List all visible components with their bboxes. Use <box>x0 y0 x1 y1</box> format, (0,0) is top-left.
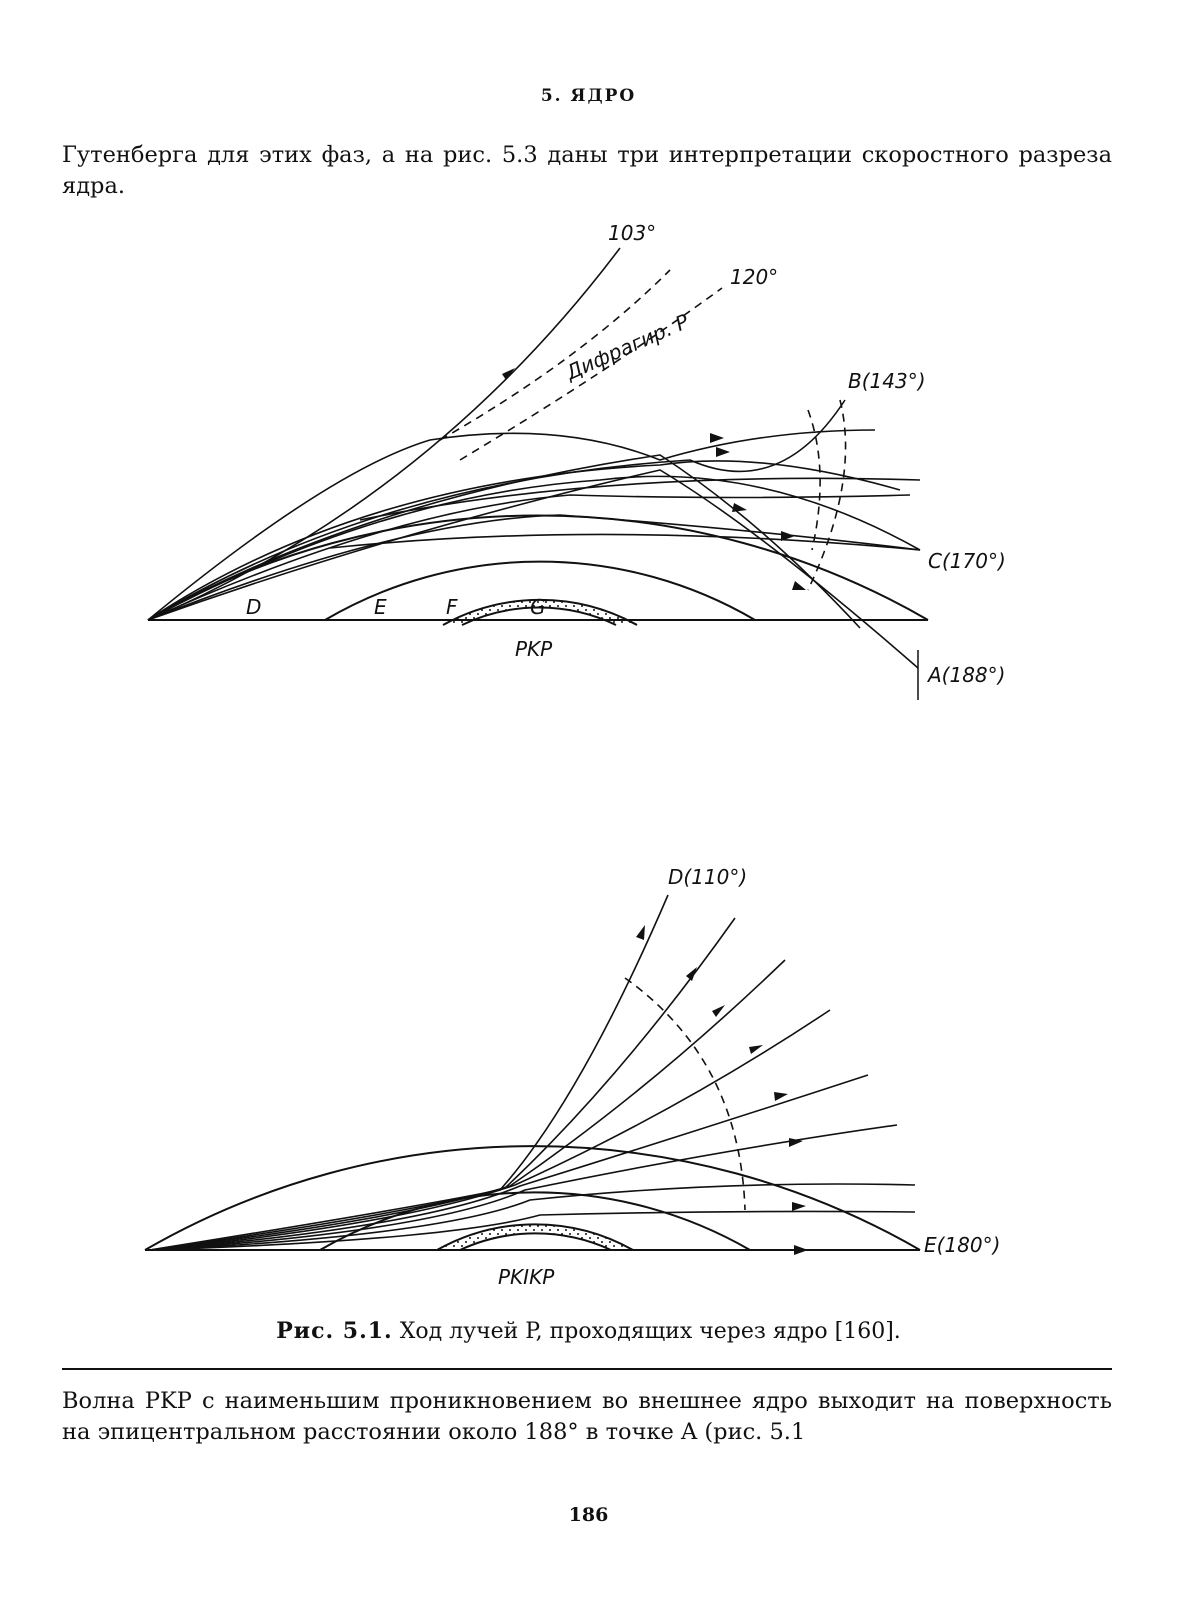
region-f: F <box>446 595 458 619</box>
region-e: E <box>374 595 387 619</box>
separator-rule <box>62 1368 1112 1370</box>
caption-label: Рис. 5.1. <box>276 1318 393 1344</box>
ray-pkikp-5 <box>150 1075 868 1250</box>
label-120: 120° <box>730 265 779 289</box>
region-g: G <box>530 595 546 619</box>
running-header: 5. ЯДРО <box>540 86 637 106</box>
caption-text: Ход лучей P, проходящих через ядро [160]. <box>399 1319 901 1344</box>
label-d110: D(110°) <box>668 865 748 889</box>
region-d: D <box>246 595 262 619</box>
label-b: B(143°) <box>848 369 926 393</box>
label-c: C(170°) <box>928 549 1006 573</box>
label-e180: E(180°) <box>924 1233 1001 1257</box>
arrow-6 <box>792 581 806 590</box>
arrow-b4 <box>749 1045 763 1054</box>
caustic-dashed-3 <box>625 978 745 1210</box>
figure-caption <box>0 1318 1177 1344</box>
label-pkikp: PKIKP <box>498 1265 555 1289</box>
arrow-b5 <box>774 1092 788 1101</box>
arrow-3 <box>716 447 730 457</box>
ray-pkikp-4 <box>150 1010 830 1250</box>
ray-pkp-10 <box>330 534 920 550</box>
label-a: A(188°) <box>928 663 1006 687</box>
arrow-b3 <box>712 1005 725 1017</box>
figure-pkp-diagram <box>0 210 1177 710</box>
paragraph-bottom: Волна PKP с наименьшим проникновением во внешнее ядро выходит на поверхность на эпицентральном расстоянии около 188° в точке A (рис. 5.1 <box>62 1388 1112 1445</box>
arrow-b8 <box>794 1245 808 1255</box>
arrow-4 <box>732 503 747 512</box>
arrow-b2 <box>686 967 697 981</box>
figure-pkikp-diagram <box>0 855 1177 1295</box>
caustic-dashed <box>808 410 820 550</box>
paragraph-top: Гутенберга для этих фаз, а на рис. 5.3 даны три интерпретации скоростного разреза ядра. <box>62 142 1112 199</box>
ray-pkp-1 <box>148 430 875 620</box>
ray-pkikp-3 <box>150 960 785 1250</box>
arrow-b1 <box>636 925 645 940</box>
arrow-2 <box>710 433 724 443</box>
label-103: 103° <box>608 221 657 245</box>
arrow-1 <box>502 368 515 380</box>
label-diffracted: Дифрагир. P <box>562 309 693 385</box>
page-number: 186 <box>568 1504 609 1526</box>
arrow-b7 <box>792 1202 806 1211</box>
label-pkp: PKP <box>515 637 553 661</box>
